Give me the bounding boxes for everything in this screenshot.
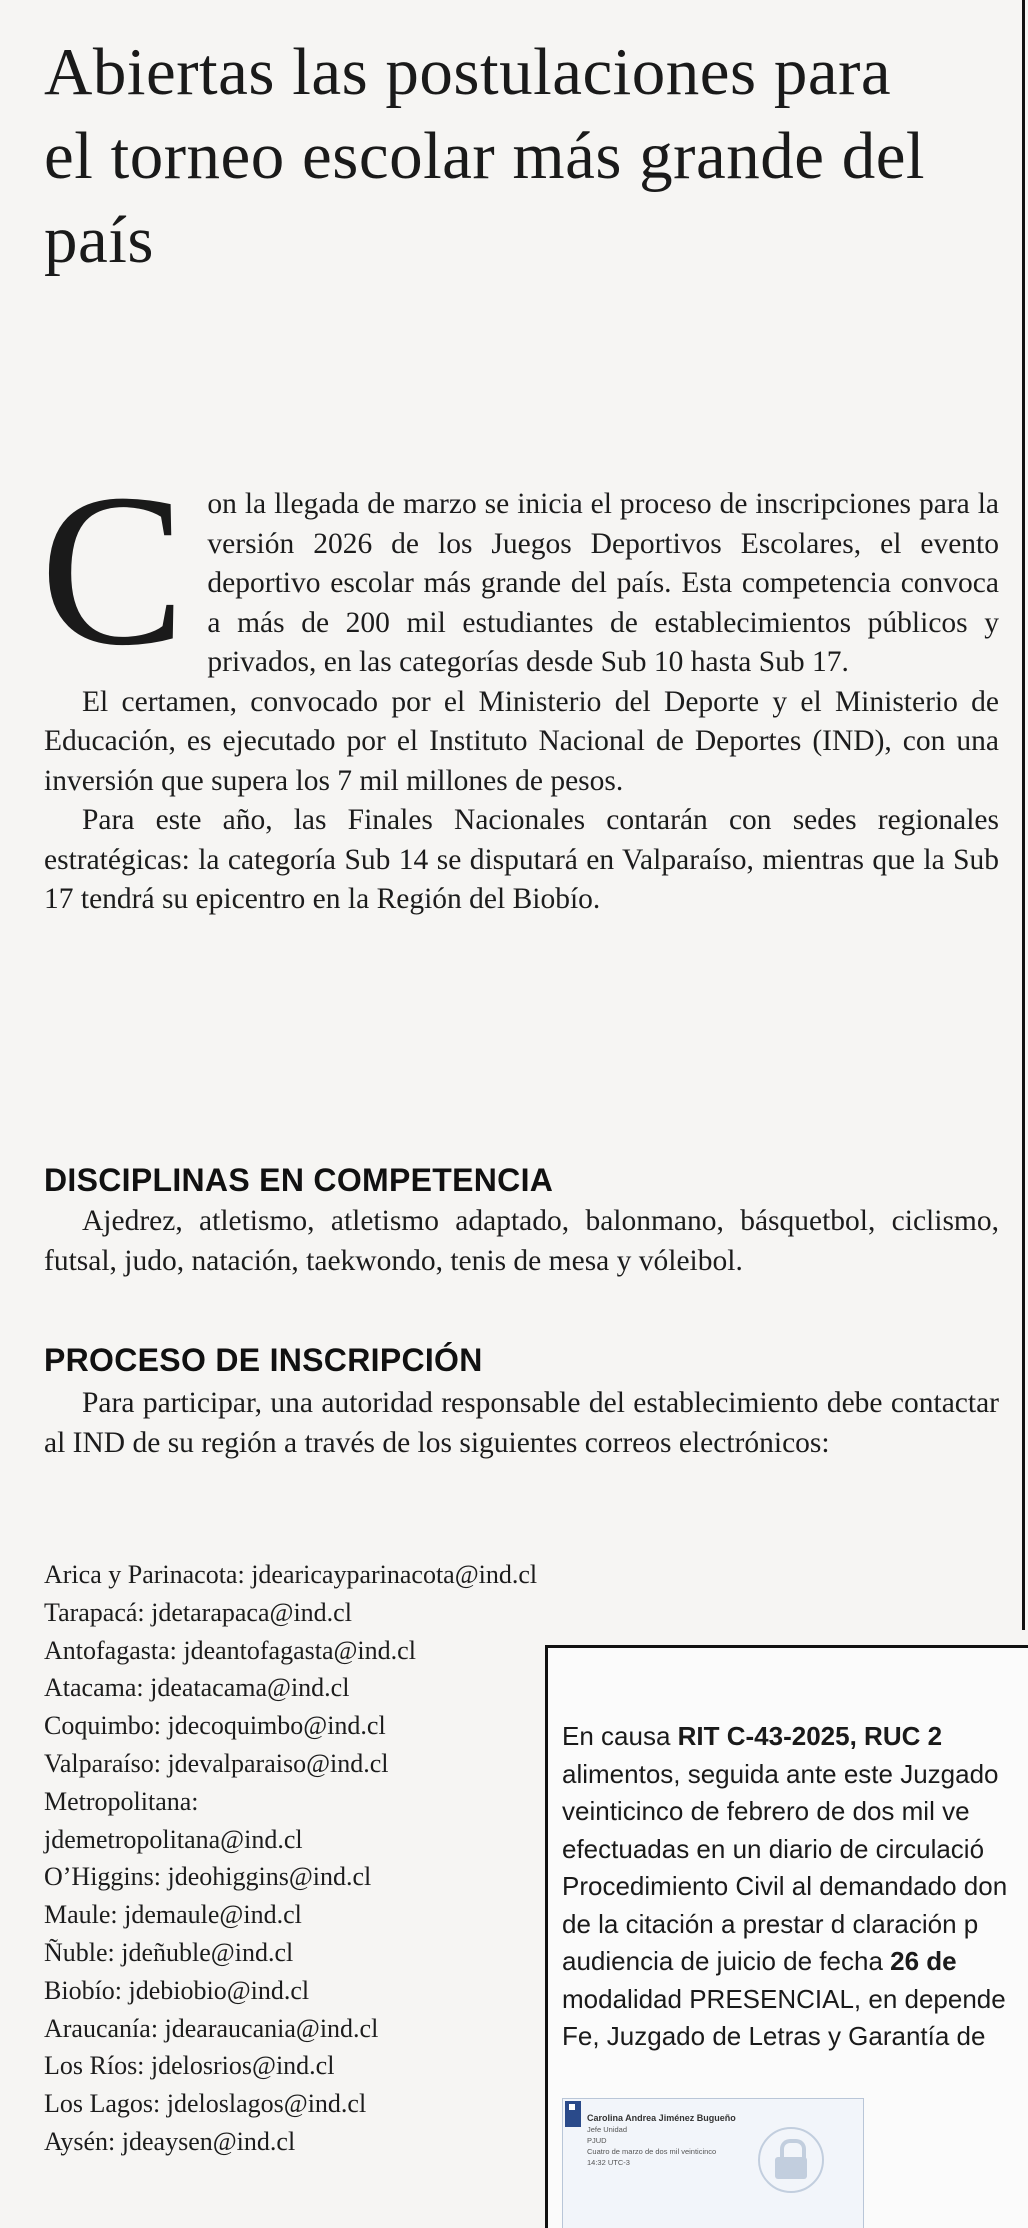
signer-name: Carolina Andrea Jiménez Bugueño (587, 2113, 736, 2123)
electronic-signature-seal (562, 2098, 864, 2228)
email-line: Valparaíso: jdevalparaiso@ind.cl (44, 1748, 389, 1778)
drop-cap: C (40, 450, 186, 691)
email-line: Atacama: jdeatacama@ind.cl (44, 1673, 350, 1703)
email-line: O’Higgins: jdeohiggins@ind.cl (44, 1862, 372, 1892)
email-line: Coquimbo: jdecoquimbo@ind.cl (44, 1711, 386, 1741)
email-line: Arica y Parinacota: jdearicayparinacota@ind.cl (44, 1560, 538, 1589)
column-rule (1022, 0, 1025, 1630)
email-line: jdemetropolitana@ind.cl (44, 1824, 303, 1854)
heading-inscription: PROCESO DE INSCRIPCIÓN (44, 1342, 483, 1378)
email-line: Los Ríos: jdelosrios@ind.cl (44, 2051, 335, 2081)
email-line: Araucanía: jdearaucania@ind.cl (44, 2013, 379, 2043)
article-lead (40, 450, 999, 920)
notice-line: modalidad PRESENCIAL, en depende (562, 1983, 1006, 2014)
notice-line: Fe, Juzgado de Letras y Garantía de (562, 2021, 986, 2051)
notice-case-number: RIT C-43-2025, RUC 2 (677, 1721, 943, 1751)
email-line: Tarapacá: jdetarapaca@ind.cl (44, 1597, 352, 1627)
disciplines-section (44, 1202, 999, 1281)
notice-hearing-date: 26 de (890, 1946, 957, 1976)
email-line: Metropolitana: (44, 1786, 199, 1816)
email-line: Maule: jdemaule@ind.cl (44, 1900, 302, 1930)
inscription-text: Para participar, una autoridad responsable del establecimiento debe contactar al IND de su región a través de los siguientes correos electrónicos: (44, 1387, 999, 1459)
notice-line-prefix: audiencia de juicio de fecha (562, 1946, 891, 1976)
lock-icon (758, 2127, 824, 2193)
notice-line-prefix: En causa (562, 1721, 678, 1751)
paragraph-3: Para este año, las Finales Nacionales contarán con sedes regionales estratégicas: la categoría Sub 14 se disputará en Valparaíso, mientras que la Sub 17 tendrá su epicentro en la Región del Biobío. (44, 804, 999, 915)
email-line: Ñuble: jdeñuble@ind.cl (44, 1937, 294, 1967)
email-line: Biobío: jdebiobio@ind.cl (44, 1975, 310, 2005)
email-line: Aysén: jdeaysen@ind.cl (44, 2126, 296, 2156)
signer-unit: PJUD (587, 2136, 607, 2145)
article-title: Abiertas las postulaciones para el torneo escolar más grande del país (44, 35, 926, 277)
notice-line: alimentos, seguida ante este Juzgado (562, 1758, 999, 1789)
signature-details (587, 2113, 736, 2168)
heading-disciplines: DISCIPLINAS EN COMPETENCIA (44, 1162, 554, 1198)
lead-text: on la llegada de marzo se inicia el proceso de inscripciones para la versión 2026 de los Juegos Deportivos Escolares, el evento deportivo escolar más grande del país. Esta competencia convoca a más de 200 mil estudiantes de establecimientos públicos y privados, en las categorías desde Sub 10 hasta Sub 17. (207, 488, 999, 678)
flag-icon (565, 2101, 581, 2127)
email-line: Los Lagos: jdeloslagos@ind.cl (44, 2089, 367, 2119)
paragraph-2: El certamen, convocado por el Ministerio del Deporte y el Ministerio de Educación, es ejecutado por el Instituto Nacional de Deportes (IND), con una inversión que supera los 7 mil millones de pesos. (44, 685, 999, 797)
inscription-section (44, 1384, 999, 1463)
notice-line: veinticinco de febrero de dos mil ve (562, 1796, 970, 1826)
signature-time: 14:32 UTC-3 (587, 2158, 630, 2167)
notice-line: efectuadas en un diario de circulació (562, 1833, 985, 1864)
disciplines-text: Ajedrez, atletismo, atletismo adaptado, balonmano, básquetbol, ciclismo, futsal, judo, natación, taekwondo, tenis de mesa y vóleibol. (44, 1205, 999, 1277)
signature-date: Cuatro de marzo de dos mil veinticinco (587, 2147, 717, 2156)
signer-role: Jefe Unidad (587, 2125, 628, 2134)
email-line: Antofagasta: jdeantofagasta@ind.cl (44, 1635, 416, 1665)
notice-line (562, 1943, 1028, 1981)
notice-line: Procedimiento Civil al demandado don (562, 1871, 1008, 1901)
regional-email-list (44, 1556, 538, 2161)
legal-notice-text (562, 1718, 1028, 2056)
notice-line (562, 1718, 1028, 1756)
legal-notice-box (545, 1645, 1028, 2228)
notice-line: de la citación a prestar d claración p (562, 1908, 979, 1939)
